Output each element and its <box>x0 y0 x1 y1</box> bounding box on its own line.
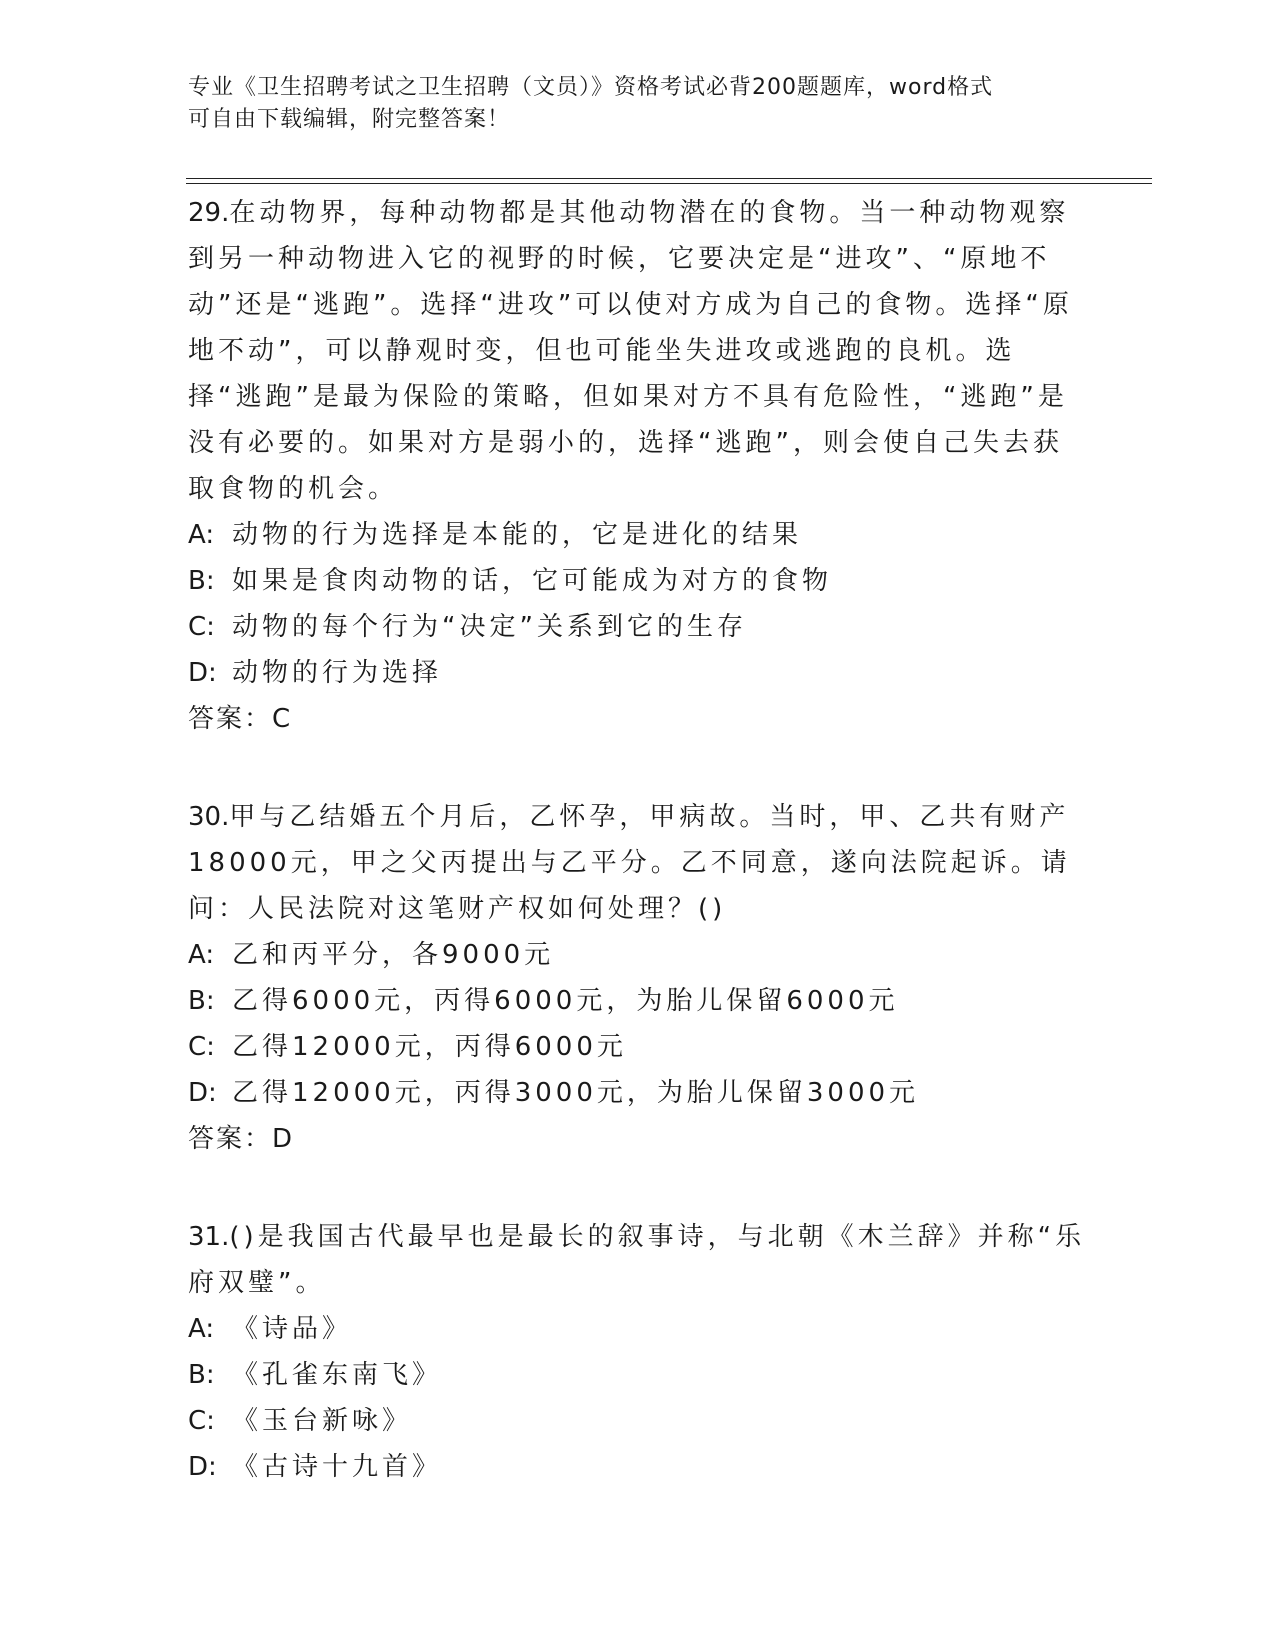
question-text <box>188 1214 1088 1306</box>
option-a <box>188 512 1088 558</box>
option-text: 动物的行为选择是本能的，它是进化的结果 <box>232 520 803 550</box>
option-text: 《玉台新咏》 <box>232 1406 413 1436</box>
question-number: 31. <box>188 1222 230 1252</box>
document-body <box>188 190 1088 1490</box>
option-text: 《诗品》 <box>232 1314 353 1344</box>
question-body: ()是我国古代最早也是最长的叙事诗，与北朝《木兰辞》并称“乐府双璧”。 <box>188 1222 1086 1298</box>
question-number: 29. <box>188 198 230 228</box>
question-30 <box>188 794 1088 1162</box>
question-body: 甲与乙结婚五个月后，乙怀孕，甲病故。当时，甲、乙共有财产18000元，甲之父丙提出与乙平分。乙不同意，遂向法院起诉。请问：人民法院对这笔财产权如何处理？() <box>188 802 1071 924</box>
option-text: 动物的每个行为“决定”关系到它的生存 <box>232 612 747 642</box>
option-text: 如果是食肉动物的话，它可能成为对方的食物 <box>232 566 833 596</box>
header-divider-top <box>186 178 1152 179</box>
option-text: 乙和丙平分，各9000元 <box>232 940 555 970</box>
option-letter: B: <box>188 986 215 1016</box>
question-text <box>188 190 1088 512</box>
question-text <box>188 794 1088 932</box>
option-text: 乙得12000元，丙得3000元，为胎儿保留3000元 <box>232 1078 920 1108</box>
option-text: 乙得12000元，丙得6000元 <box>232 1032 627 1062</box>
option-c <box>188 1024 1088 1070</box>
question-body: 在动物界，每种动物都是其他动物潜在的食物。当一种动物观察到另一种动物进入它的视野的时候，它要决定是“进攻”、“原地不动”还是“逃跑”。选择“进攻”可以使对方成为自己的食物。选择“原地不动”，可以静观时变，但也可能坐失进攻或逃跑的良机。选择“逃跑”是最为保险的策略，但如果对方不具有危险性，“逃跑”是没有必要的。如果对方是弱小的，选择“逃跑”，则会使自己失去获取食物的机会。 <box>188 198 1073 504</box>
option-b <box>188 978 1088 1024</box>
option-d <box>188 650 1088 696</box>
option-text: 《孔雀东南飞》 <box>232 1360 443 1390</box>
option-letter: A: <box>188 520 215 550</box>
option-letter: B: <box>188 566 215 596</box>
question-31 <box>188 1214 1088 1490</box>
option-letter: D: <box>188 1452 217 1482</box>
option-letter: C: <box>188 1032 215 1062</box>
header-divider-bottom <box>186 183 1152 184</box>
option-text: 《古诗十九首》 <box>232 1452 443 1482</box>
option-a <box>188 932 1088 978</box>
option-letter: D: <box>188 658 217 688</box>
option-letter: A: <box>188 940 215 970</box>
option-letter: B: <box>188 1360 215 1390</box>
option-c <box>188 604 1088 650</box>
document-header <box>188 72 1088 136</box>
option-letter: C: <box>188 612 215 642</box>
option-letter: D: <box>188 1078 217 1108</box>
option-text: 乙得6000元，丙得6000元，为胎儿保留6000元 <box>232 986 899 1016</box>
header-line-2: 可自由下载编辑，附完整答案！ <box>188 107 511 132</box>
option-d <box>188 1444 1088 1490</box>
answer-label: 答案：C <box>188 704 293 734</box>
option-a <box>188 1306 1088 1352</box>
header-line-1: 专业《卫生招聘考试之卫生招聘（文员）》资格考试必背200题题库，word格式 <box>188 75 994 100</box>
question-spacer <box>188 742 1088 794</box>
option-b <box>188 558 1088 604</box>
question-number: 30. <box>188 802 230 832</box>
option-b <box>188 1352 1088 1398</box>
option-text: 动物的行为选择 <box>232 658 443 688</box>
question-29 <box>188 190 1088 742</box>
option-letter: C: <box>188 1406 215 1436</box>
option-c <box>188 1398 1088 1444</box>
option-d <box>188 1070 1088 1116</box>
option-letter: A: <box>188 1314 215 1344</box>
answer-label: 答案：D <box>188 1124 295 1154</box>
question-spacer <box>188 1162 1088 1214</box>
